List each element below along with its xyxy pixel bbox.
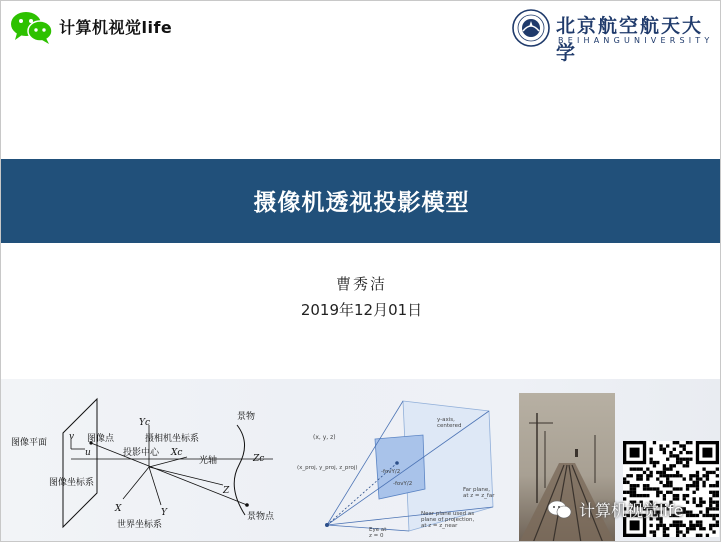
university-seal-icon bbox=[512, 9, 550, 47]
brand-name: 计算机视觉life bbox=[59, 18, 173, 37]
label-zc: Zc bbox=[253, 454, 265, 464]
university-name-cn: 北京航空航天大学 bbox=[556, 15, 704, 64]
label-angle-y: -fovY/2 bbox=[381, 469, 401, 475]
label-camera-frame: 摄相机坐标系 bbox=[145, 434, 200, 444]
label-v: v bbox=[69, 432, 75, 442]
university-name-en: BEIHANGUNIVERSITY bbox=[558, 36, 714, 45]
wechat-watermark-icon bbox=[547, 499, 573, 521]
label-xc: Xc bbox=[171, 448, 183, 458]
label-scene: 景物 bbox=[237, 412, 256, 422]
label-optical-axis: 光轴 bbox=[199, 456, 218, 466]
label-near-plane: Near plane used as plane of projection, at z = z_near bbox=[421, 511, 475, 530]
label-y: Y bbox=[161, 508, 167, 518]
label-world-frame: 世界坐标系 bbox=[117, 520, 163, 530]
camera-model-diagram bbox=[1, 381, 293, 542]
label-eye: Eye at z = 0 bbox=[369, 527, 387, 540]
label-y-axis: y-axis, centered bbox=[437, 417, 462, 430]
presentation-date: 2019年12月01日 bbox=[300, 301, 423, 319]
label-image-plane: 图像平面 bbox=[11, 438, 48, 448]
label-image-point: 图像点 bbox=[87, 434, 115, 444]
frustum-diagram bbox=[293, 381, 519, 542]
label-yc: Yc bbox=[139, 418, 150, 428]
label-projected: (x_proj, y_proj, z_proj) bbox=[297, 465, 358, 471]
label-x: X bbox=[115, 504, 122, 514]
wechat-icon bbox=[9, 9, 55, 45]
slide-title: 摄像机透视投影模型 bbox=[253, 190, 470, 216]
label-image-frame: 图像坐标系 bbox=[49, 478, 95, 488]
label-projection-center: 投影中心 bbox=[123, 448, 160, 458]
author-name: 曹秀洁 bbox=[335, 275, 387, 293]
label-u: u bbox=[85, 448, 91, 458]
label-far-plane: Far plane, at z = z_far bbox=[463, 487, 495, 500]
qr-code-icon bbox=[623, 441, 719, 537]
watermark bbox=[547, 498, 683, 521]
label-angle-x: -fovY/2 bbox=[393, 481, 413, 487]
label-point: (x, y, z) bbox=[313, 434, 336, 441]
label-scene-point: 景物点 bbox=[247, 512, 275, 522]
label-z: Z bbox=[223, 486, 230, 496]
watermark-text: 计算机视觉life bbox=[579, 501, 684, 520]
